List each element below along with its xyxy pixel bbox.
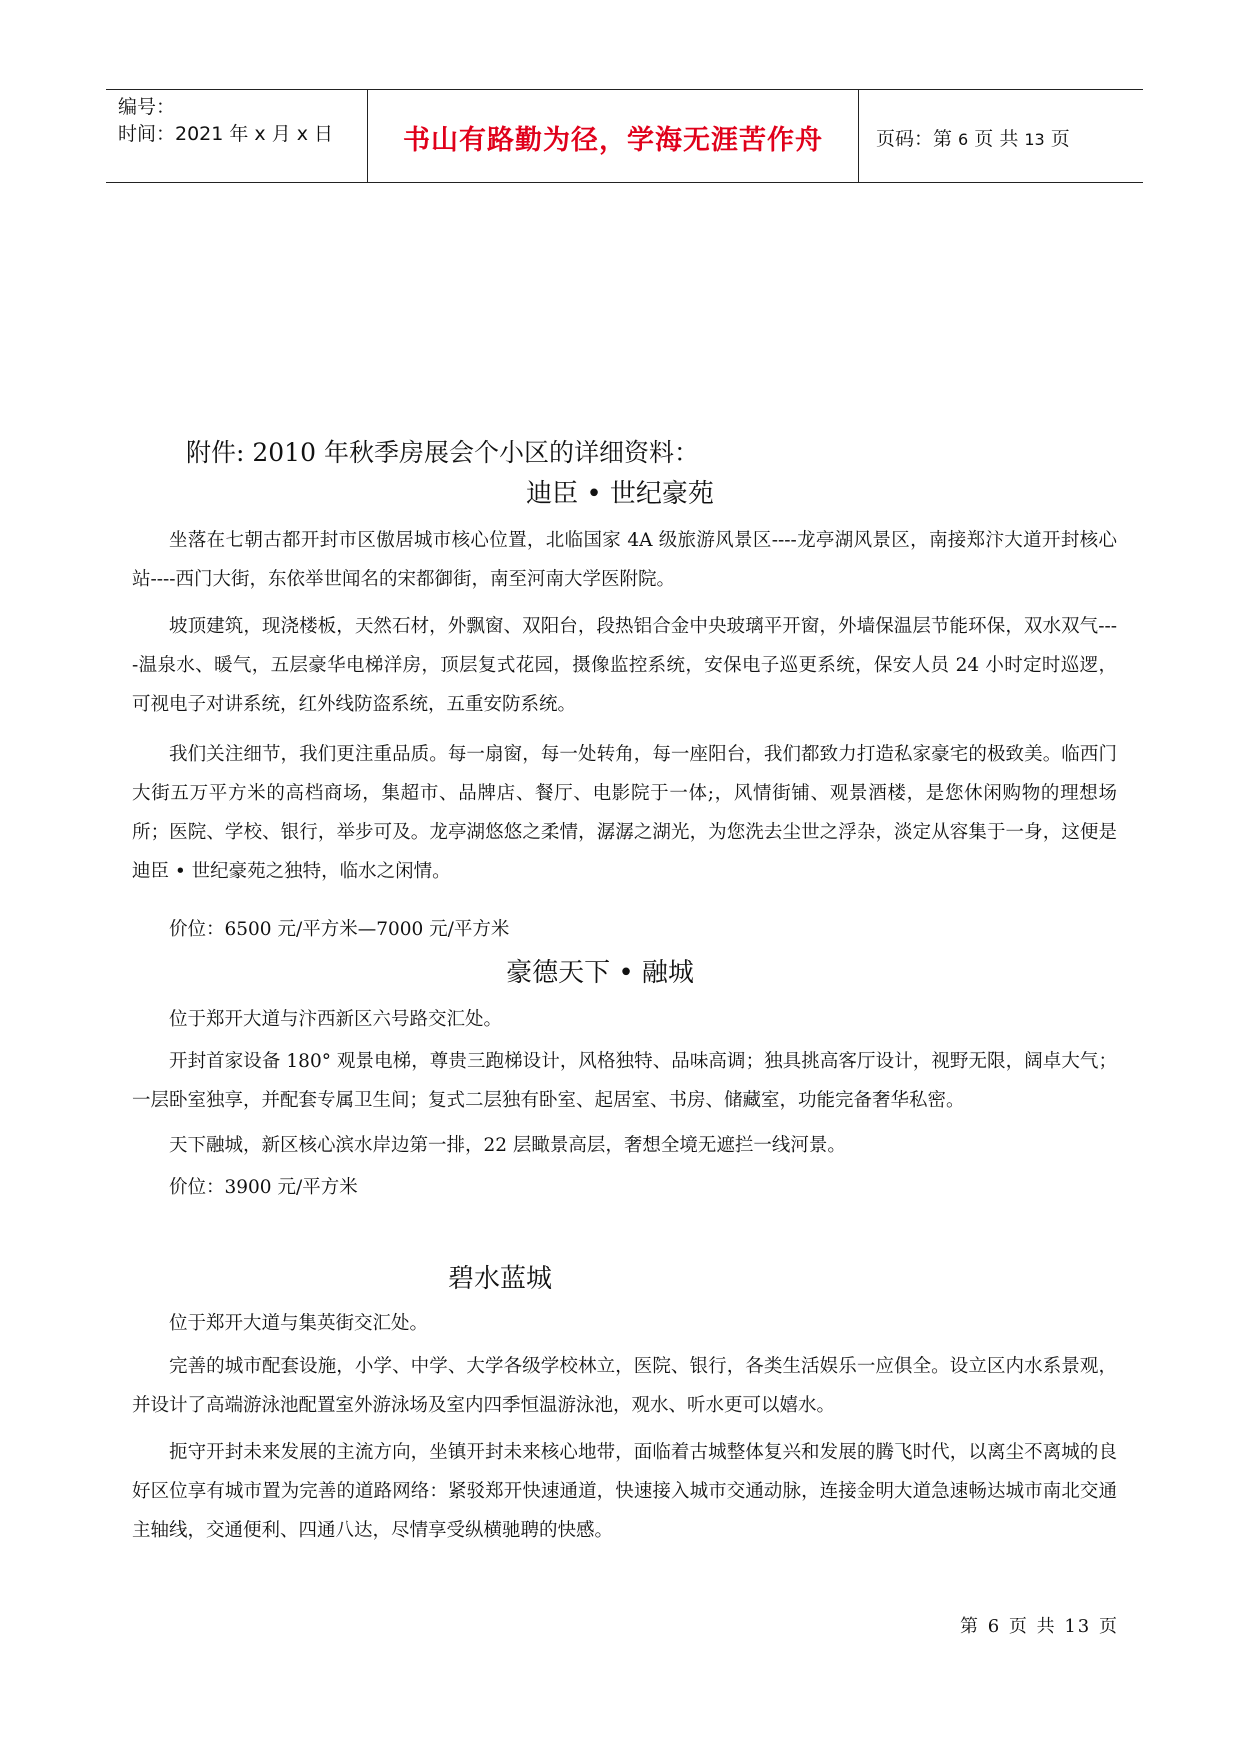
paragraph: 完善的城市配套设施，小学、中学、大学各级学校林立，医院、银行，各类生活娱乐一应俱全。设立区内水系景观，并设计了高端游泳池配置室外游泳场及室内四季恒温游泳池，观水、听水更可以嬉水。 [132,1356,1117,1416]
paragraph: 天下融城，新区核心滨水岸边第一排，22 层瞰景高层，奢想全境无遮拦一线河景。 [169,1135,846,1156]
page-header [106,89,1143,183]
document-number-label: 编号： [118,96,176,118]
paragraph: 开封首家设备 180° 观景电梯，尊贵三跑梯设计，风格独特、品味高调；独具挑高客厅设计，视野无限，阔卓大气；一层卧室独享，并配套专属卫生间；复式二层独有卧室、起居室、书房、储藏室，功能完备奢华私密。 [132,1051,1117,1111]
page-middle: 页 共 [968,128,1025,150]
paragraph: 我们关注细节，我们更注重品质。每一扇窗，每一处转角，每一座阳台，我们都致力打造私家豪宅的极致美。临西门大街五万平方米的高档商场，集超市、品牌店、餐厅、电影院于一体;，风情街铺、观景酒楼，是您休闲购物的理想场所；医院、学校、银行，举步可及。龙亭湖悠悠之柔情，潺潺之湖光，为您洗去尘世之浮杂，淡定从容集于一身，这便是迪臣 • 世纪豪苑之独特，临水之闲情。 [132,744,1117,882]
price: 价位：6500 元/平方米—7000 元/平方米 [169,919,510,940]
paragraph: 扼守开封未来发展的主流方向，坐镇开封未来核心地带，面临着古城整体复兴和发展的腾飞时代，以离尘不离城的良好区位享有城市置为完善的道路网络：紧驳郑开快速通道，快速接入城市交通动脉，连接金明大道急速畅达城市南北交通主轴线，交通便利、四通八达，尽情享受纵横驰聘的快感。 [132,1442,1117,1541]
document-time: 时间：2021 年 x 月 x 日 [118,123,334,145]
section-title: 豪德天下 • 融城 [506,958,694,988]
section-title: 碧水蓝城 [447,1264,552,1294]
page-prefix: 页码：第 [876,128,959,150]
header-divider [858,90,859,182]
header-meta [118,94,368,148]
paragraph: 坐落在七朝古都开封市区傲居城市核心位置，北临国家 4A 级旅游风景区----龙亭湖风景区，南接郑汴大道开封核心站----西门大街，东依举世闻名的宋都御街，南至河南大学医附院。 [132,530,1117,590]
paragraph: 坡顶建筑，现浇楼板，天然石材，外飘窗、双阳台，段热铝合金中央玻璃平开窗，外墙保温层节能环保，双水双气----温泉水、暖气，五层豪华电梯洋房，顶层复式花园，摄像监控系统，安保电子巡更系统，保安人员 24 小时定时巡逻，可视电子对讲系统，红外线防盗系统，五重安防系统。 [132,616,1117,715]
paragraph: 位于郑开大道与集英街交汇处。 [169,1313,429,1334]
paragraph: 位于郑开大道与汴西新区六号路交汇处。 [169,1009,503,1030]
header-motto: 书山有路勤为径，学海无涯苦作舟 [403,125,823,156]
annex-title: 附件: 2010 年秋季房展会个小区的详细资料： [186,438,699,467]
price: 价位：3900 元/平方米 [169,1177,358,1198]
page-suffix: 页 [1044,128,1070,150]
page-footer: 第 6 页 共 13 页 [960,1616,1119,1637]
header-page-number [876,124,1070,151]
section-title: 迪臣 • 世纪豪苑 [526,479,714,509]
page-current: 6 [958,130,969,149]
page-total: 13 [1024,130,1045,149]
